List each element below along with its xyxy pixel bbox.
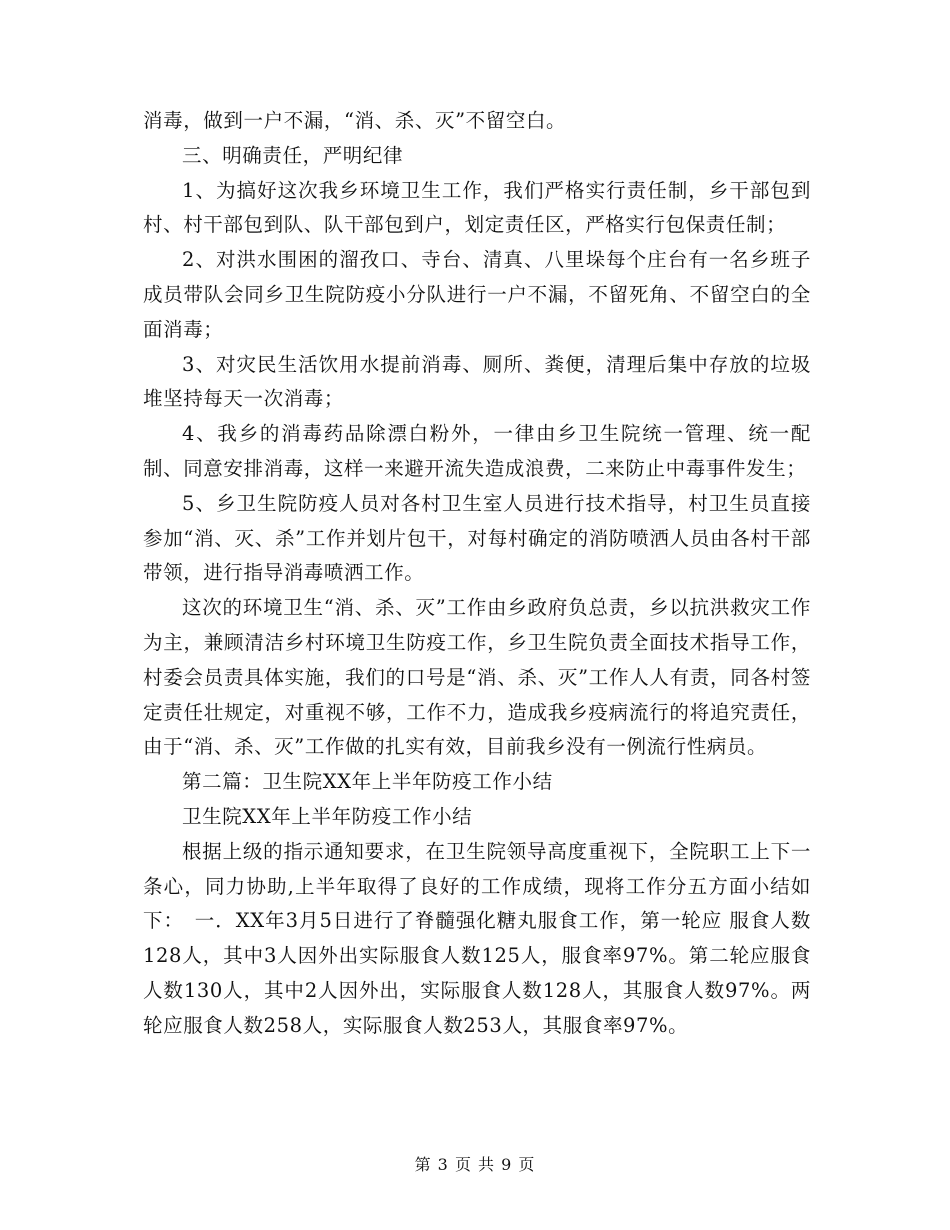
paragraph-item-2: 2、对洪水围困的溜孜口、寺台、清真、八里垛每个庄台有一名乡班子成员带队会同乡卫生院防疫小分队进行一户不漏，不留死角、不留空白的全面消毒； — [143, 248, 811, 341]
paragraph-summary: 这次的环境卫生“消、杀、灭”工作由乡政府负总责，乡以抗洪救灾工作为主，兼顾清洁乡村环境卫生防疫工作，乡卫生院负责全面技术指导工作，村委会员责具体实施，我们的口号是“消、杀、灭”工作人人有责，同各村签定责任壮规定，对重视不够，工作不力，造成我乡疫病流行的将追究责任，由于“消、杀、灭”工作做的扎实有效，目前我乡没有一例流行性病员。 — [143, 596, 811, 759]
paragraph-continuation: 消毒，做到一户不漏，“消、杀、灭”不留空白。 — [143, 109, 567, 132]
article-heading: 第二篇：卫生院XX年上半年防疫工作小结 — [182, 770, 553, 794]
section-heading-responsibility: 三、明确责任，严明纪律 — [182, 143, 404, 167]
paragraph-item-1: 1、为搞好这次我乡环境卫生工作，我们严格实行责任制，乡干部包到村、村干部包到队、队干部包到户，划定责任区，严格实行包保责任制； — [143, 178, 811, 237]
document-body — [143, 104, 811, 1044]
article-subtitle: 卫生院XX年上半年防疫工作小结 — [182, 804, 473, 828]
paragraph-item-5: 5、乡卫生院防疫人员对各村卫生室人员进行技术指导，村卫生员直接参加“消、灭、杀”工作并划片包干，对每村确定的消防喷洒人员由各村干部带领，进行指导消毒喷洒工作。 — [143, 491, 811, 585]
paragraph-item-4: 4、我乡的消毒药品除漂白粉外，一律由乡卫生院统一管理、统一配制、同意安排消毒，这样一来避开流失造成浪费，二来防止中毒事件发生； — [143, 422, 811, 480]
page-footer: 第 3 页 共 9 页 — [414, 1155, 536, 1174]
paragraph-item-3: 3、对灾民生活饮用水提前消毒、厕所、粪便，清理后集中存放的垃圾堆坚持每天一次消毒； — [143, 352, 811, 411]
paragraph-report: 根据上级的指示通知要求，在卫生院领导高度重视下，全院职工上下一条心，同力协助,上半年取得了良好的工作成绩，现将工作分五方面小结如下： 一．XX年3月5日进行了脊髓强化糖丸服食工作，第一轮应 服食人数128人，其中3人因外出实际服食人数125人，服食率97%。第二轮应服食人数130人，其中2人因外出，实际服食人数128人，其服食人数97%。两轮应服食人数258人，实际服食人数253人，其服食率97%。 — [143, 839, 811, 1037]
